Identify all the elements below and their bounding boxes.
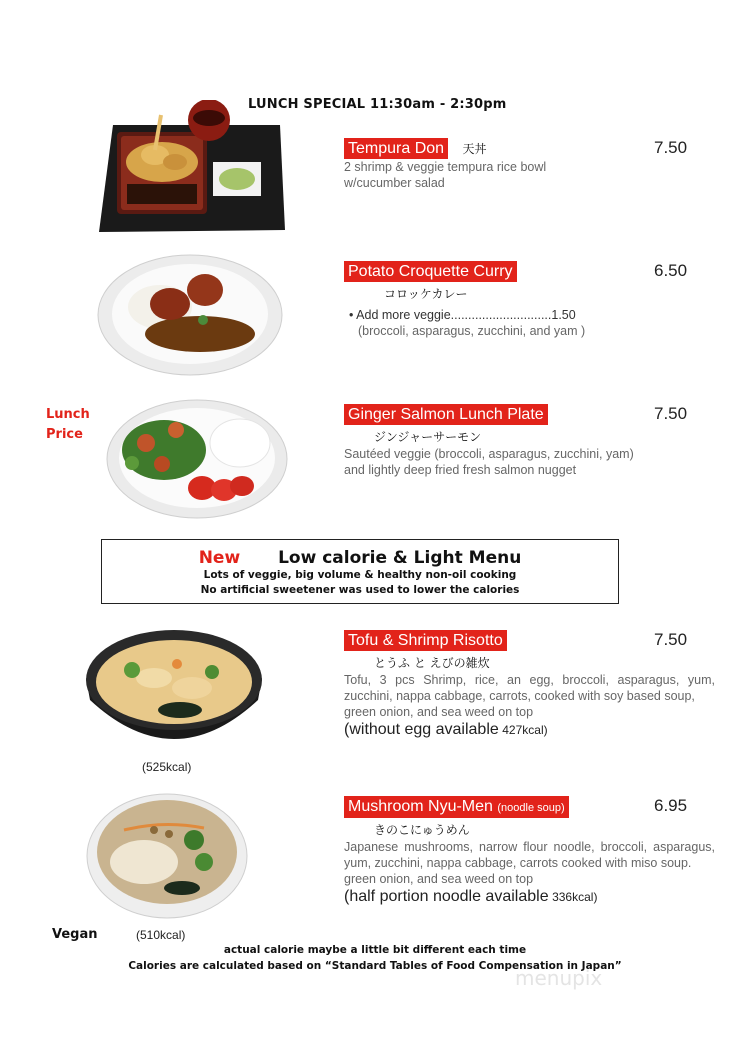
add-veggie-option: • Add more veggie.............................1.50 bbox=[349, 308, 576, 322]
menu-item-tempura-don bbox=[344, 138, 546, 191]
kcal-label: (510kcal) bbox=[136, 928, 186, 942]
add-veggie-detail: (broccoli, asparagus, zucchini, and yam ) bbox=[358, 324, 586, 338]
item-name-jp: きのこにゅうめん bbox=[374, 823, 470, 837]
tofu-shrimp-risotto-photo bbox=[82, 628, 266, 758]
item-name-jp: 天丼 bbox=[462, 142, 487, 156]
menu-item-croquette-curry bbox=[344, 261, 585, 339]
item-option: (half portion noodle available 336kcal) bbox=[344, 888, 598, 905]
menu-item-ginger-salmon bbox=[344, 404, 634, 478]
item-desc: Sautéed veggie (broccoli, asparagus, zucchini, yam) and lightly deep fried fresh salmon nugget bbox=[344, 447, 634, 477]
banner-line-sweetener: No artificial sweetener was used to lower the calories bbox=[200, 584, 520, 596]
banner-line-veggie: Lots of veggie, big volume & healthy non-oil cooking bbox=[203, 569, 517, 581]
lunch-price-label: Lunch Price bbox=[46, 407, 90, 442]
lunch-special-header: LUNCH SPECIAL 11:30am - 2:30pm bbox=[248, 97, 507, 112]
item-desc: Tofu, 3 pcs Shrimp, rice, an egg, broccoli, asparagus, yum, zucchini, nappa cabbage, carrots, cooked with soy based soup, bbox=[344, 673, 715, 703]
item-price: 6.95 bbox=[654, 796, 688, 815]
footer-note-calorie: actual calorie maybe a little bit different each time bbox=[223, 944, 527, 956]
item-price: 7.50 bbox=[654, 138, 688, 157]
item-name: Mushroom Nyu-Men (noodle soup) bbox=[344, 796, 569, 818]
item-desc-topping: green onion, and sea weed on top bbox=[344, 705, 534, 719]
kcal-label: (525kcal) bbox=[142, 760, 192, 774]
item-name: Ginger Salmon Lunch Plate bbox=[344, 404, 548, 425]
item-name: Tempura Don bbox=[344, 138, 448, 159]
ginger-salmon-photo bbox=[104, 398, 290, 520]
item-name-jp: とうふ と えびの雑炊 bbox=[374, 656, 490, 670]
item-desc: Japanese mushrooms, narrow flour noodle, broccoli, asparagus, yum, zucchini, nappa cabbage, carrots cooked with miso soup. bbox=[344, 840, 715, 870]
item-name-jp: コロッケカレー bbox=[384, 287, 468, 301]
low-calorie-menu-banner bbox=[101, 539, 619, 604]
item-desc-topping: green onion, and sea weed on top bbox=[344, 872, 534, 886]
item-price: 7.50 bbox=[654, 630, 688, 649]
item-desc: 2 shrimp & veggie tempura rice bowl w/cucumber salad bbox=[344, 160, 547, 190]
item-name-jp: ジンジャーサーモン bbox=[374, 430, 482, 444]
tempura-don-photo bbox=[95, 100, 290, 240]
croquette-curry-photo bbox=[95, 252, 285, 378]
item-name: Tofu & Shrimp Risotto bbox=[344, 630, 507, 651]
mushroom-nyu-men-photo bbox=[84, 790, 250, 924]
banner-title: Low calorie & Light Menu bbox=[278, 548, 522, 568]
watermark: menupix bbox=[515, 966, 603, 990]
new-badge: New bbox=[198, 548, 241, 568]
item-option: (without egg available 427kcal) bbox=[344, 721, 548, 738]
item-price: 6.50 bbox=[654, 261, 688, 280]
item-price: 7.50 bbox=[654, 404, 688, 423]
vegan-tag: Vegan bbox=[52, 927, 98, 942]
footer-note-standard: Calories are calculated based on “Standard Tables of Food Compensation in Japan” bbox=[128, 960, 622, 972]
item-name: Potato Croquette Curry bbox=[344, 261, 517, 282]
